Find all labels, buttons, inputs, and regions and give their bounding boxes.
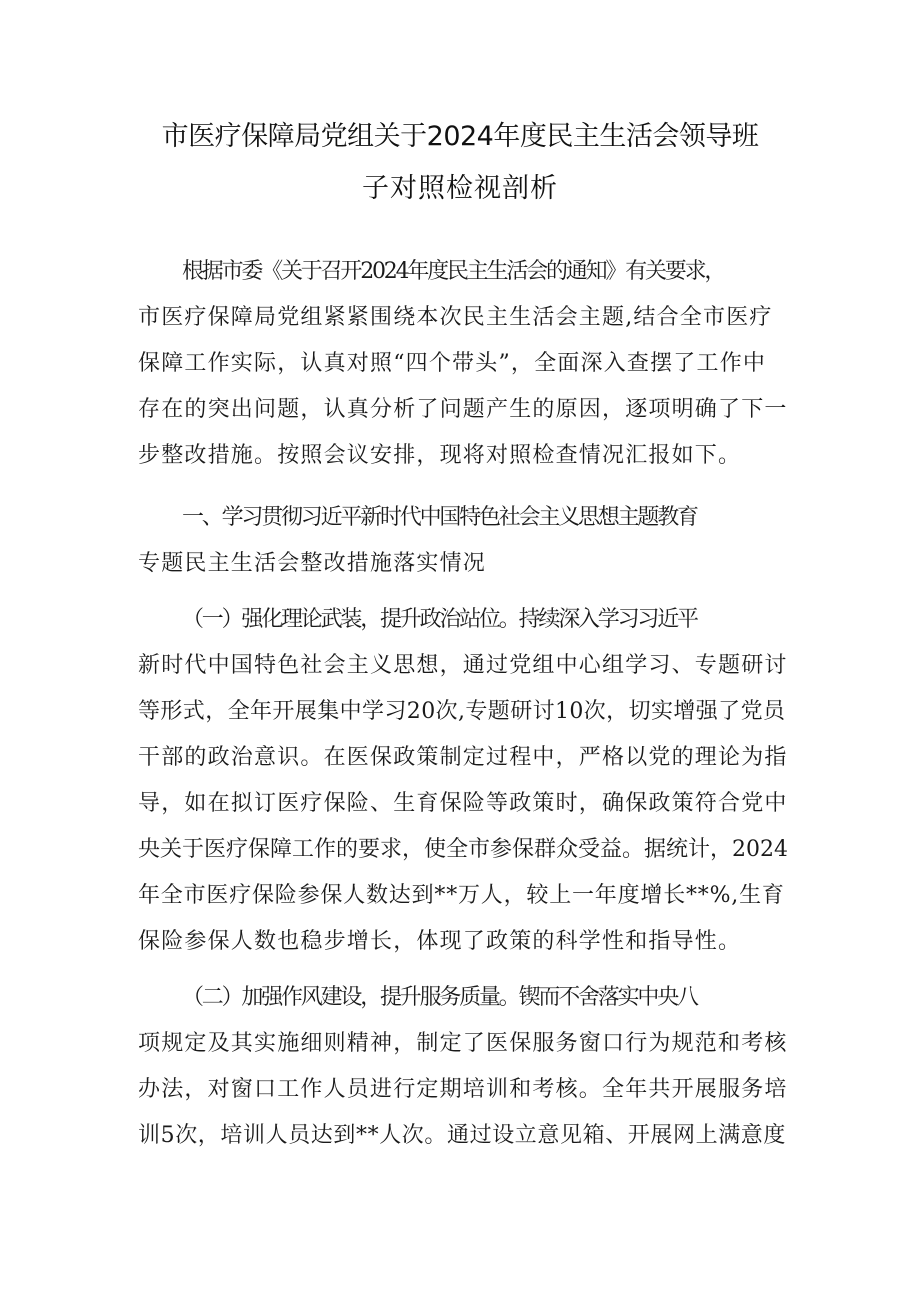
paragraph-line: 步整改措施。按照会议安排，现将对照检查情况汇报如下。 <box>138 443 742 468</box>
paragraph-line: 等形式，全年开展集中学习20次,专题研讨10次，切实增强了党员 <box>138 699 786 724</box>
paragraph-line: 干部的政治意识。在医保政策制定过程中，严格以党的理论为指 <box>138 745 788 770</box>
paragraph-line: 训5次，培训人员达到**人次。通过设立意见箱、开展网上满意度 <box>138 1123 786 1148</box>
paragraph-line: 年全市医疗保险参保人数达到**万人，较上一年度增长**%,生育 <box>138 883 785 908</box>
paragraph-line: （二）加强作风建设，提升服务质量。锲而不舍落实中央八 <box>182 985 697 1010</box>
paragraph-line: 央关于医疗保障工作的要求，使全市参保群众受益。据统计，2024 <box>138 837 788 862</box>
paragraph-line: 根据市委《关于召开2024年度民主生活会的通知》有关要求， <box>182 259 725 284</box>
document-title-line-1: 市医疗保障局党组关于2024年度民主生活会领导班 <box>161 121 759 152</box>
paragraph-line: （一）强化理论武装，提升政治站位。持续深入学习习近平 <box>182 607 697 632</box>
paragraph-line: 项规定及其实施细则精神，制定了医保服务窗口行为规范和考核 <box>138 1031 788 1056</box>
paragraph-line: 导，如在拟订医疗保险、生育保险等政策时，确保政策符合党中 <box>138 791 788 816</box>
paragraph-line: 市医疗保障局党组紧紧围绕本次民主生活会主题,结合全市医疗 <box>138 305 773 330</box>
paragraph-line: 保障工作实际，认真对照“四个带头”，全面深入查摆了工作中 <box>138 351 767 376</box>
paragraph-line: 新时代中国特色社会主义思想，通过党组中心组学习、专题研讨 <box>138 653 788 678</box>
paragraph-line: 办法，对窗口工作人员进行定期培训和考核。全年共开展服务培 <box>138 1077 788 1102</box>
document-title-line-2: 子对照检视剖析 <box>362 173 558 204</box>
section-heading-line: 专题民主生活会整改措施落实情况 <box>138 551 487 576</box>
paragraph-line: 存在的突出问题，认真分析了问题产生的原因，逐项明确了下一 <box>138 397 788 422</box>
section-heading-line: 一、学习贯彻习近平新时代中国特色社会主义思想主题教育 <box>182 505 697 530</box>
paragraph-line: 保险参保人数也稳步增长，体现了政策的科学性和指导性。 <box>138 929 742 954</box>
